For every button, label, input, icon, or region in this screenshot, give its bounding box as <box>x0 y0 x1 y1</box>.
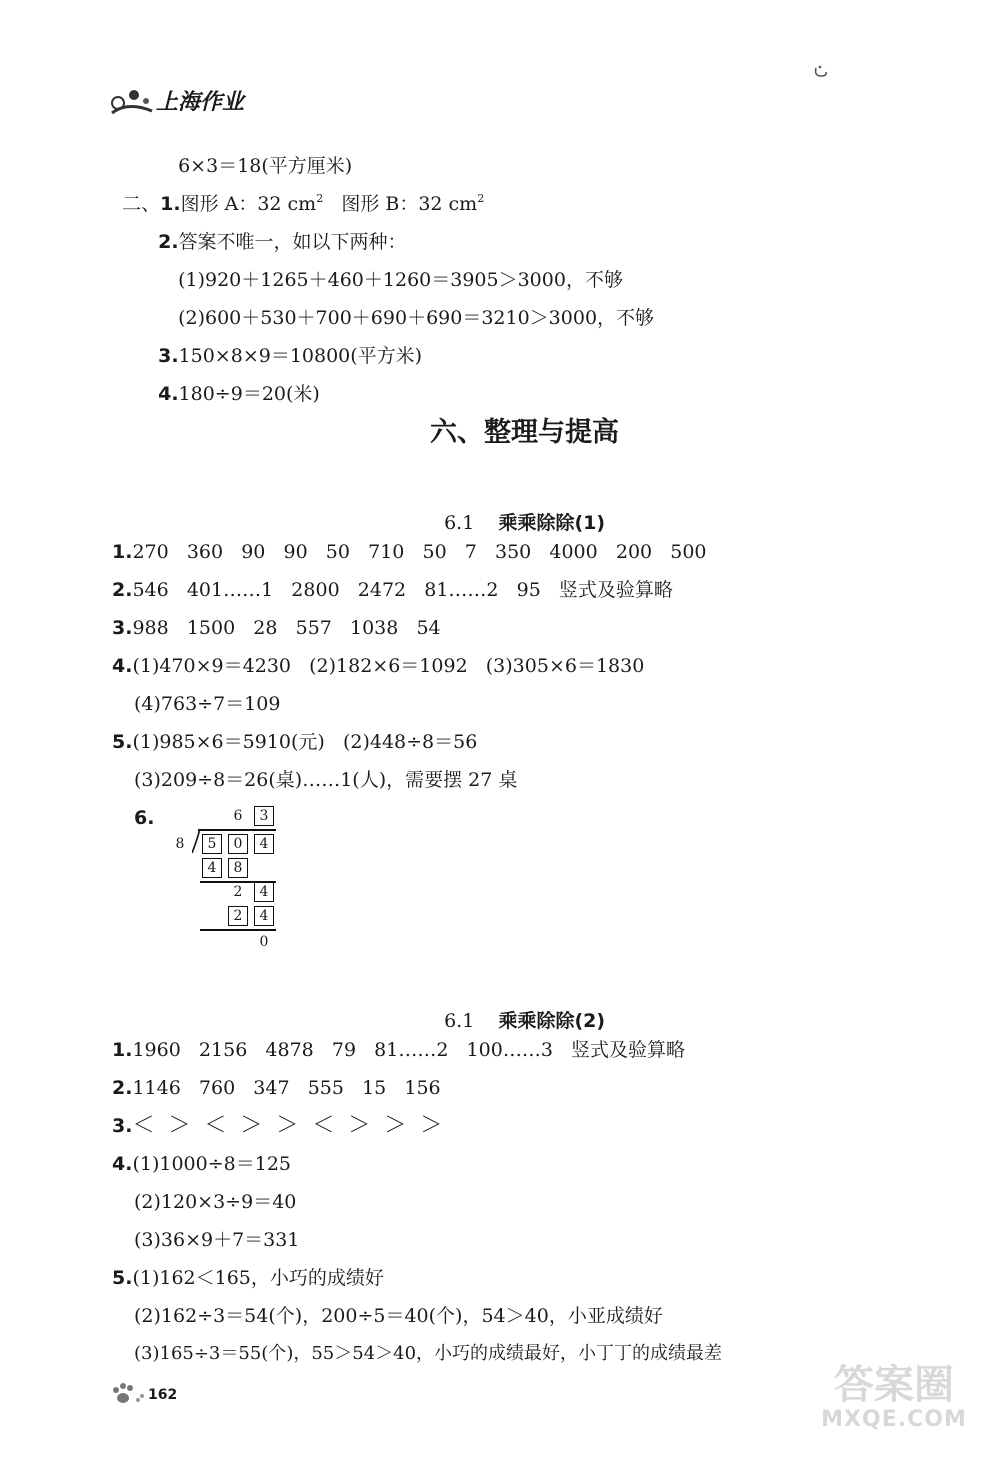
answer-text: 6×3＝18(平方厘米) <box>178 155 353 177</box>
answer-text: (2)600＋530＋700＋690＋690＝3210＞3000，不够 <box>178 307 655 329</box>
answer-text: 1146 760 347 555 15 156 <box>132 1077 441 1099</box>
answer-line <box>112 616 441 640</box>
answer-line <box>112 1076 441 1100</box>
question-number: 5. <box>112 1267 133 1289</box>
answer-line <box>134 692 280 716</box>
subsection-number: 6.1 <box>444 1010 475 1032</box>
answer-text: 988 1500 28 557 1038 54 <box>132 617 441 639</box>
final-remainder: 0 <box>259 934 269 950</box>
answer-text: 270 360 90 90 50 710 50 7 350 4000 200 500 <box>132 541 707 563</box>
answer-text: 图形 A：32 cm <box>180 193 317 215</box>
answer-line <box>112 1038 685 1062</box>
superscript: 2 <box>477 192 485 205</box>
question-number: 4. <box>112 655 133 677</box>
answer-text: (4)763÷7＝109 <box>134 693 281 715</box>
question-number: 6. <box>134 807 155 829</box>
question-number: 2. <box>112 1077 133 1099</box>
answer-line <box>134 1190 296 1214</box>
answer-line <box>112 654 644 678</box>
answer-text: (3)165÷3＝55(个)，55＞54＞40，小巧的成绩最好，小丁丁的成绩最差 <box>134 1343 723 1364</box>
paw-print-icon <box>108 1380 148 1410</box>
quotient-box: 3 <box>254 806 274 826</box>
answer-line <box>112 1266 384 1290</box>
question-number: 4. <box>112 1153 133 1175</box>
subsection-label: 乘乘除除(2) <box>498 1010 606 1032</box>
answer-line <box>134 1304 663 1328</box>
answer-line <box>112 540 707 564</box>
division-bar <box>198 829 276 831</box>
answer-text: (3)36×9＋7＝331 <box>134 1229 300 1251</box>
question-number: 1. <box>112 541 133 563</box>
answer-text: ＜ ＞ ＜ ＞ ＞ ＜ ＞ ＞ ＞ <box>132 1113 443 1138</box>
remainder-box: 4 <box>254 882 274 902</box>
divisor: 8 <box>175 836 185 852</box>
watermark-url: MXQE.COM <box>821 1407 967 1432</box>
step-box: 4 <box>254 906 274 926</box>
answer-text: (1)985×6＝5910(元) (2)448÷8＝56 <box>132 731 478 753</box>
subsection-label: 乘乘除除(1) <box>498 512 606 534</box>
answer-line <box>112 1152 291 1176</box>
dividend-box: 4 <box>254 834 274 854</box>
answer-text: 150×8×9＝10800(平方米) <box>178 345 423 367</box>
question-number: 1. <box>112 1039 133 1061</box>
subsection-title <box>432 486 605 535</box>
answer-text: 1960 2156 4878 79 81……2 100……3 竖式及验算略 <box>132 1039 686 1061</box>
dividend-box: 0 <box>228 834 248 854</box>
page-footer <box>108 1380 177 1410</box>
question-number: 4. <box>158 383 179 405</box>
subtraction-line <box>200 929 276 931</box>
quotient-digit: 6 <box>233 808 243 824</box>
answer-text: (2)162÷3＝54(个)，200÷5＝40(个)，54＞40，小亚成绩好 <box>134 1305 663 1327</box>
answer-text: (3)209÷8＝26(桌)……1(人)，需要摆 27 桌 <box>134 769 518 791</box>
question-number: 3. <box>112 1115 133 1137</box>
answer-text: 答案不唯一，如以下两种： <box>178 231 407 253</box>
watermark-logo <box>804 1362 984 1432</box>
question-number: 2. <box>158 231 179 253</box>
answer-line <box>112 1114 442 1138</box>
answer-text: (1)162＜165，小巧的成绩好 <box>132 1267 384 1289</box>
answer-line <box>134 1228 299 1252</box>
question-number: 1. <box>160 193 181 215</box>
subsection-title <box>432 984 605 1033</box>
subsection-number: 6.1 <box>444 512 475 534</box>
mascot-icon <box>108 83 156 117</box>
remainder-digit: 2 <box>233 884 243 900</box>
section-title: 六、整理与提高 <box>430 417 619 448</box>
answer-text: (1)920＋1265＋460＋1260＝3905＞3000，不够 <box>178 269 623 291</box>
answer-text: (2)120×3÷9＝40 <box>134 1191 297 1213</box>
step-box: 2 <box>228 906 248 926</box>
answer-text: 180÷9＝20(米) <box>178 383 320 405</box>
question-number: 3. <box>158 345 179 367</box>
dividend-box: 5 <box>202 834 222 854</box>
answer-text: 546 401……1 2800 2472 81……2 95 竖式及验算略 <box>132 579 673 601</box>
answer-text: (1)1000÷8＝125 <box>132 1153 291 1175</box>
step-box: 4 <box>202 858 222 878</box>
answer-text: 图形 B：32 cm <box>323 193 478 215</box>
answer-line <box>134 768 517 792</box>
answer-line <box>112 730 477 754</box>
step-box: 8 <box>228 858 248 878</box>
answer-text: (1)470×9＝4230 (2)182×6＝1092 (3)305×6＝1830 <box>132 655 645 677</box>
answer-line <box>134 1342 722 1366</box>
long-division <box>170 802 290 962</box>
answer-line <box>112 578 673 602</box>
question-number: 5. <box>112 731 133 753</box>
header-logo <box>108 82 244 118</box>
brand-title: 上海作业 <box>156 89 245 115</box>
watermark-title: 答案圈 <box>834 1362 954 1408</box>
question-number: 2. <box>112 579 133 601</box>
corner-mark-icon <box>812 64 830 80</box>
question-number: 3. <box>112 617 133 639</box>
section-prefix: 二、 <box>122 193 161 215</box>
answer-line <box>146 358 320 406</box>
superscript: 2 <box>316 192 324 205</box>
page-number: 162 <box>148 1387 178 1403</box>
